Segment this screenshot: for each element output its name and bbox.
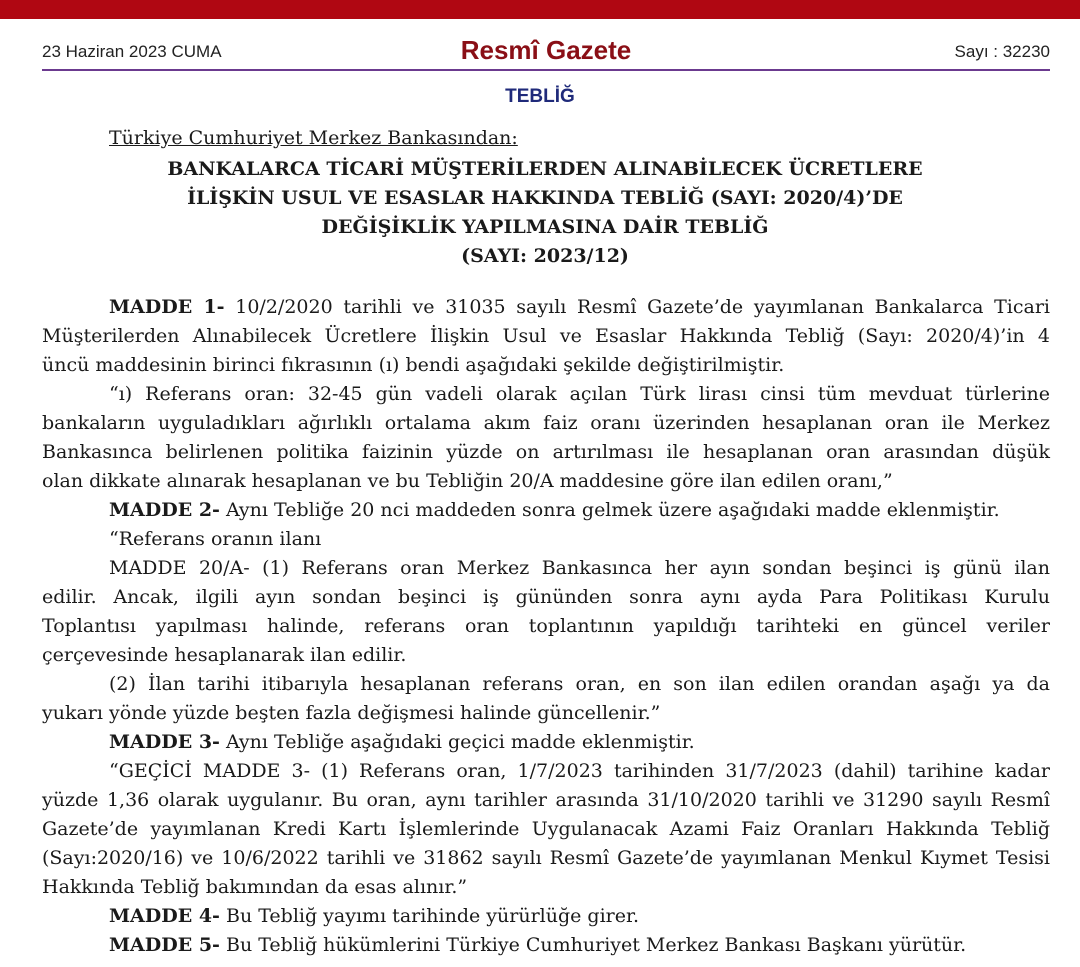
- article-label: MADDE 5-: [109, 934, 220, 956]
- body-text: 10/2/2020 tarihli ve 31035 sayılı Resmî Gazete’de yayımlanan Bankalarca Ticari: [224, 296, 1050, 318]
- body-text: Gazete’de yayımlanan Kredi Kartı İşlemlerinde Uygulanacak Azami Faiz Oranları Hakkında Tebliğ: [42, 818, 1050, 840]
- body-line: [42, 467, 1050, 496]
- body-text: yüzde 1,36 olarak uygulanır. Bu oran, aynı tarihler arasında 31/10/2020 tarihli ve 31290 sayılı Resmî: [42, 789, 1050, 811]
- body-line: [42, 554, 1050, 583]
- body-text: Toplantısı yapılması halinde, referans oran toplantının yapıldığı tarihteki en güncel veriler: [42, 615, 1050, 637]
- section-title: TEBLİĞ: [505, 86, 575, 107]
- body-line: [42, 931, 1050, 960]
- gazette-header: [42, 34, 1050, 70]
- body-line: [42, 844, 1050, 873]
- gazette-title: Resmî Gazete: [460, 35, 632, 65]
- body-text: çerçevesinde hesaplanarak ilan edilir.: [42, 644, 407, 666]
- body-text: olan dikkate alınarak hesaplanan ve bu Tebliğin 20/A maddesine göre ilan edilen oranı,”: [42, 470, 893, 492]
- body-line: [42, 670, 1050, 699]
- article-label: MADDE 3-: [109, 731, 220, 753]
- body-line: [42, 380, 1050, 409]
- article-label: MADDE 4-: [109, 905, 220, 927]
- body-line: [42, 815, 1050, 844]
- body-line: [42, 583, 1050, 612]
- issue-number: Sayı : 32230: [954, 42, 1050, 61]
- body-text: (Sayı:2020/16) ve 10/6/2022 tarihli ve 31862 sayılı Resmî Gazete’de yayımlanan Menkul Kıymet Tesisi: [42, 847, 1050, 869]
- body-line: [42, 612, 1050, 641]
- document-title: [0, 155, 1080, 271]
- body-line: [42, 641, 1050, 670]
- body-text: Bankasınca belirlenen politika faizinin yüzde on artırılması ile hesaplanan oran arasından düşük: [42, 441, 1050, 463]
- document-title-line: DEĞİŞİKLİK YAPILMASINA DAİR TEBLİĞ: [321, 216, 769, 238]
- body-line: [42, 902, 1050, 931]
- body-text: yukarı yönde yüzde beşten fazla değişmesi halinde güncellenir.”: [42, 702, 661, 724]
- body-text: Müşterilerden Alınabilecek Ücretlere İlişkin Usul ve Esaslar Hakkında Tebliğ (Sayı: 2020/4)’in 4: [42, 325, 1050, 347]
- body-text: Bu Tebliğ hükümlerini Türkiye Cumhuriyet Merkez Bankası Başkanı yürütür.: [219, 934, 967, 956]
- body-line: [42, 873, 1050, 902]
- article-label: MADDE 2-: [109, 499, 220, 521]
- body-text: MADDE 20/A- (1) Referans oran Merkez Bankasınca her ayın sondan beşinci iş günü ilan: [109, 557, 1050, 579]
- document-title-line: (SAYI: 2023/12): [461, 245, 629, 267]
- top-red-bar: [0, 0, 1080, 19]
- body-line: [42, 351, 1050, 380]
- body-line: [42, 728, 1050, 757]
- body-text: “GEÇİCİ MADDE 3- (1) Referans oran, 1/7/2023 tarihinden 31/7/2023 (dahil) tarihine kadar: [109, 760, 1050, 782]
- body-text: bankaların uyguladıkları ağırlıklı ortalama akım faiz oranı üzerinden hesaplanan oran ile Merkez: [42, 412, 1050, 434]
- body-line: [42, 699, 1050, 728]
- body-line: [42, 438, 1050, 467]
- document-title-line: BANKALARCA TİCARİ MÜŞTERİLERDEN ALINABİLECEK ÜCRETLERE: [167, 158, 923, 180]
- body-line: [42, 525, 1050, 554]
- body-text: Aynı Tebliğe 20 nci maddeden sonra gelmek üzere aşağıdaki madde eklenmiştir.: [219, 499, 1000, 521]
- body-line: [42, 757, 1050, 786]
- body-line: [42, 293, 1050, 322]
- body-text: edilir. Ancak, ilgili ayın sondan beşinci iş gününden sonra aynı ayda Para Politikası Kurulu: [42, 586, 1050, 608]
- article-label: MADDE 1-: [109, 296, 225, 318]
- body-text: Aynı Tebliğe aşağıdaki geçici madde eklenmiştir.: [219, 731, 695, 753]
- body-text: (2) İlan tarihi itibarıyla hesaplanan referans oran, en son ilan edilen orandan aşağı ya da: [109, 673, 1050, 695]
- body-text: Hakkında Tebliğ bakımından da esas alınır.”: [42, 876, 468, 898]
- body-text: üncü maddesinin birinci fıkrasının (ı) bendi aşağıdaki şekilde değiştirilmiştir.: [42, 354, 785, 376]
- body-text: “ı) Referans oran: 32-45 gün vadeli olarak açılan Türk lirası cinsi tüm mevduat türlerine: [109, 383, 1050, 405]
- header-divider: [42, 69, 1050, 71]
- body-line: [42, 322, 1050, 351]
- body-text: Bu Tebliğ yayımı tarihinde yürürlüğe girer.: [219, 905, 640, 927]
- document-title-line: İLİŞKİN USUL VE ESASLAR HAKKINDA TEBLİĞ (SAYI: 2020/4)’DE: [187, 187, 903, 209]
- issue-date: 23 Haziran 2023 CUMA: [42, 42, 222, 61]
- document-body: [42, 293, 1050, 960]
- body-line: [42, 786, 1050, 815]
- body-line: [42, 409, 1050, 438]
- body-line: [42, 496, 1050, 525]
- body-text: “Referans oranın ilanı: [109, 528, 322, 550]
- issuer-line: Türkiye Cumhuriyet Merkez Bankasından:: [109, 127, 518, 149]
